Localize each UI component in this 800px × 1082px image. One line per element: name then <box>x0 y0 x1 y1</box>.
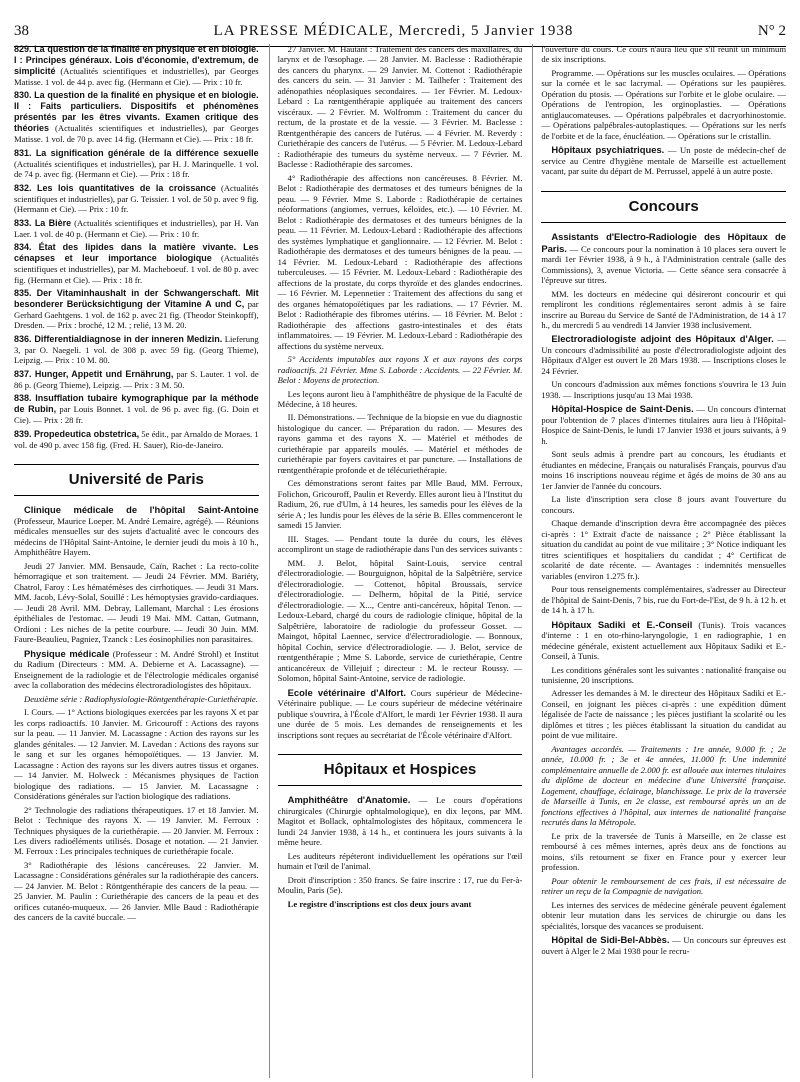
issue-number: N° 2 <box>757 23 786 39</box>
paragraph: Les conditions générales sont les suivantes : nationalité française ou tunisienne, 20 inscriptions. <box>541 664 787 685</box>
book-entry <box>14 369 259 390</box>
notice-saint-denis <box>541 403 786 446</box>
journal-title: LA PRESSE MÉDICALE, Mercredi, 5 Janvier 1938 <box>213 23 574 39</box>
section-title-concours: Concours <box>541 191 786 223</box>
paragraph: Sont seuls admis à prendre part au concours, les étudiants et étudiantes en médecine, Français ou naturalisés Français, pourvus d'au moins 16 inscriptions nouveau régime et âgés de moins de 30 ans au 1er Janvier de l'année du concours. <box>541 449 787 491</box>
paragraph: Adresser les demandes à M. le directeur des Hôpitaux Sadiki et E.-Conseil, en joignant les pièces ci-après : une expédition dûment légalisée de l'acte de naissance ; les pièces justifiant la scolarité ou les diplômes et titres ; les pièces établissant la situation du candidat au point de vue militaire. <box>541 688 787 741</box>
paragraph: II. Démonstrations. — Technique de la biopsie en vue du diagnostic histologique du cancer. — Préparation du radon. — Mesures des rayons gamma et des rayons X. — Matériel et méthodes de curiethérapie par appareils moulés. — Matériel et méthodes de curiethérapie par foyers cavitaires et par puncture. — Installations de rœntgenthérapie profonde et de télécuriethérapie. <box>277 412 523 475</box>
section-title-hopitaux: Hôpitaux et Hospices <box>278 754 523 786</box>
paragraph: l'ouverture du cours. Ce cours n'aura lieu que s'il réunit un minimum de six inscriptions. <box>541 44 787 65</box>
book-detail: par S. Lauter. 1 vol. de 86 p. (Georg Thieme), Leipzig. — Prix : 3 M. 50. <box>14 368 259 390</box>
notice-heading: Physique médicale <box>24 647 110 659</box>
paragraph: Les internes des services de médecine générale peuvent également obtenir leur mutation dans les services de chirurgie ou dans les spécialités, lorsque des vacances se produisent. <box>541 899 787 931</box>
notice-heading: Ecole vétérinaire d'Alfort. <box>287 686 407 698</box>
notice-amphitheatre <box>278 794 523 847</box>
notice-text: — Un poste de médecin-chef de service au Centre d'hygiène mentale de Marseille est actuellement vacant, par suite du départ de M. Perrussel, appelé à un autre poste. <box>541 145 787 177</box>
column-1 <box>14 44 259 1078</box>
paragraph: 5° Accidents imputables aux rayons X et aux rayons des corps radioactifs. 21 Février. Mme S. Laborde : Accidents. — 22 Février. M. Belot : Moyens de protection. <box>277 354 523 386</box>
paragraph: Programme. — Opérations sur les muscles oculaires. — Opérations sur la cornée et le sac lacrymal. — Opérations sur les paupières. Opération du ptosis. — Opérations sur l'orbite et le globe oculaire. — Opérations de l'entropion, les orginoplasties. — Opérations antiglaucomateuses. — Opérations palpébrales et dacryorhinostomie. — Opérations palpébrales-autoplastiques. — Opérations sur les nerfs de l'orbite et de la face, énucléation. — Opérations sur le cristallin. <box>541 67 787 141</box>
column-2 <box>269 44 523 1078</box>
notice-sidi-bel-abbes <box>541 934 786 956</box>
book-entry <box>14 183 259 215</box>
paragraph: Le registre d'inscriptions est clos deux jours avant <box>287 898 472 909</box>
paragraph: Avantages accordés. — Traitements : 1re année, 9.000 fr. ; 2e année, 10.000 fr. ; 3e et 4e années, 11.000 fr. Une indemnité complémentaire annuelle de 2.000 fr. est allouée aux internes titulaires du diplôme de docteur en médecine d'une Université française. Logement, chauffage, éclairage, blanchissage. Le prix de la traversée de Marseille à Tunis, en 2e classe, est remboursé après un an de fonctions effectives à l'hôpital, aux internes de nationalité française recrutés dans la Métropole. <box>541 743 787 828</box>
paragraph: III. Stages. — Pendant toute la durée du cours, les élèves accompliront un stage de radiothérapie dans l'un des services suivants : <box>277 533 523 555</box>
notice-heading: Hôpital de Sidi-Bel-Abbès. <box>551 934 670 946</box>
page-header <box>14 0 786 47</box>
columns <box>14 44 786 1078</box>
book-detail: (Actualités scientifiques et industrielles), par M. Macheboeuf. 1 vol. de 80 p. avec fig. (Hermann et Cie). — Prix : 18 fr. <box>14 253 259 285</box>
notice-heading: Hôpital-Hospice de Saint-Denis. <box>551 403 694 415</box>
book-entry <box>14 242 259 285</box>
notice-text: (Professeur, Maurice Loeper. M. André Lemaire, agrégé). — Réunions médicales mensuelles sur des sujets d'actualité avec le concours des médecins de l'Hôpital Saint-Antoine, le dernier jeudi du mois à 10 h., Amphithéâtre Hayem. <box>14 515 259 558</box>
book-title: 833. La Bière <box>14 217 72 228</box>
notice-text: — Le cours d'opérations chirurgicales (Chirurgie ophtalmologique), en dix leçons, par MM. Magitot et Bollack, ophtalmologistes des hôpitaux, commencera le lundi 24 Janvier 1938, à 14 h., et continuera les jours suivants à la même heure. <box>277 795 523 848</box>
book-entry <box>14 288 259 331</box>
book-detail: Lieferung 3, par O. Naegeli. 1 vol. de 308 p. avec 59 fig. (Georg Thieme), Leipzig. — Prix : 10 M. 80. <box>14 333 259 366</box>
notice-text: — Un concours d'admissibilité au poste d'électroradiologiste adjoint des Hôpitaux d'Alger est ouvert le 28 Mars 1938. — Inscriptions closes le 24 Février. <box>541 334 787 376</box>
book-detail: (Actualités scientifiques et industrielles), par H. J. Marinquelle. 1 vol. de 74 p. avec fig. (Hermann et Cie). — Prix : 18 fr. <box>14 158 259 180</box>
book-entry <box>14 429 259 450</box>
book-title: 838. Insufflation tubaire kymographique par la méthode de Rubin, <box>14 393 259 415</box>
paragraph: Jeudi 27 Janvier. MM. Bensaude, Caïn, Rachet : La recto-colite hémorragique et son traitement. — Jeudi 24 Février. MM. Bariéty, Chatrol, Faroy : Les hématémèses des cirrhotiques. — Jeudi 31 Mars. MM. Jacob, Lévy-Solal, Souillé : Les hémoptysies gravido-cardiaques. — Jeudi 28 Avril. MM. Debray, Lallemant, Marchal : Les érosions épithéliales de l'estomac. — Jeudi 19 Mai. MM. Cattan, Gutmann, Ordioni : Les niches de la petite courbure. — Jeudi 30 Juin. MM. Faure-Beaulieu, Pagniez, Tzanck : Les éosinophilies non parasitaires. <box>14 560 259 645</box>
notice-text: — Un concours d'internat pour l'obtention de 7 places d'internes titulaires aura lieu à l'Hôpital-Hospice de Saint-Denis, le lundi 17 Janvier 1938 et jours suivants, à 9 h. <box>541 404 787 446</box>
book-title: 829. La question de la finalité en physique et en biologie. I : Principes généraux. Lois d'économie, d'extremum, de simplicité <box>14 44 259 76</box>
book-detail: par Louis Bonnet. 1 vol. de 96 p. avec fig. (G. Doin et Cie). — Prix : 28 fr. <box>14 404 259 426</box>
paragraph: Pour tous renseignements complémentaires, s'adresser au Directeur de l'hôpital de Saint-Denis, 7 bis, rue du Fort-de-l'Est, de 9 h. à 12 h. et de 14 h. à 17 h. <box>541 584 787 616</box>
notice-sadiki <box>541 619 786 662</box>
notice-text: — Un concours sur épreuves est ouvert à Alger le 2 Mai 1938 pour le recru- <box>541 935 787 956</box>
notice-heading: Hôpitaux Sadiki et E.-Conseil <box>551 618 693 630</box>
paragraph: Pour obtenir le remboursement de ces frais, il est nécessaire de retirer un reçu de la Compagnie de navigation. <box>541 875 787 897</box>
book-entry <box>14 148 259 180</box>
column-3 <box>532 44 786 1078</box>
notice-clinique <box>14 504 259 557</box>
book-entry <box>14 218 259 239</box>
notice-heading: Hôpitaux psychiatriques. <box>551 144 665 156</box>
book-entry <box>14 334 259 366</box>
notice-psychiatriques <box>541 144 786 176</box>
section-title-universite: Université de Paris <box>14 464 259 496</box>
notice-alfort <box>278 687 523 740</box>
paragraph: Deuxième série : Radiophysiologie-Röntgenthérapie-Curiethérapie. <box>24 693 258 704</box>
paragraph: 2° Technologie des radiations thérapeutiques. 17 et 18 Janvier. M. Belot : Technique des rayons X. — 19 Janvier. M. Ferroux : Techniques physiques de la curiethérapie. — 20 Janvier. M. Ferroux : Les divers radioéléments utilisés. Dosage et notation. — 21 Janvier. M. Ferroux : Les principales techniques de curiethérapie focale. <box>14 804 259 857</box>
book-detail: (Actualités scientifiques et industrielles), par G. Teissier. 1 vol. de 50 p. avec 9 fig. (Hermann et Cie). — Prix : 10 fr. <box>14 182 259 215</box>
notice-text: — Ce concours pour la nomination à 10 places sera ouvert le mardi 1er Février 1938, à 9 h., à l'Administration centrale (salle des Commissions), 3, avenue Victoria. — Cette séance sera consacrée à l'épreuve sur titres. <box>541 243 787 286</box>
paragraph: 27 Janvier. M. Hautant : Traitement des cancers des maxillaires, du larynx et de l'œsophage. — 28 Janvier. M. Baclesse : Radiothérapie des cancers du pharynx. — 29 Janvier. M. Cottenot : Radiothérapie des cancers du sein. — 31 Janvier : M. Tailhefer : Traitement des adénopathies néoplasiques secondaires. — 1er Février. M. Ledoux-Lebard : La rœntgenthérapie appliquée au traitement des cancers viscéraux. — 2 Février. M. Wolfromm : Traitement du cancer du rectum, de la prostate et de la vessie. — 3 Février. M. Baclesse : Rœntgenthérapie des cancers de l'utérus. — 4 Février. M. Reverdy : Curiethérapie des cancers de l'utérus. — 5 Février. M. Ledoux-Lebard : Radiothérapie des tumeurs du système nerveux. — 7 Février. M. Baclesse : Radiothérapie des sarcomes. <box>277 44 523 170</box>
book-title: 830. La question de la finalité en physique et en biologie. II : Faits particuliers. Dispositifs et phénomènes présentés par les êtres vivants. Examen critique des théories <box>14 90 259 134</box>
book-title: 832. Les lois quantitatives de la croissance <box>14 182 216 193</box>
notice-text: (Tunis). Trois vacances d'interne : 1 en oto-rhino-laryngologie, 1 en radiographie, 1 en médecine générale, existent actuellement aux Hôpitaux Sadiki et E.-Conseil, à Tunis. <box>541 619 787 662</box>
notice-alger <box>541 333 786 376</box>
book-detail: 5e édit., par Arnaldo de Moraes. 1 vol. de 490 p. avec 158 fig. (Fred. H. Sauer), Rio-de-Janeiro. <box>14 428 259 450</box>
paragraph: Chaque demande d'inscription devra être accompagnée des pièces ci-après : 1° Extrait d'acte de naissance ; 2° Pièce établissant la situation du candidat au point de vue militaire ; 3° Notice indiquant les titres scientifiques et hospitaliers du candidat ; 4° Certificat de scolarité de date récente. — Avantages : indemnités mensuelles variables (environ 1.275 fr.). <box>541 518 787 581</box>
book-detail: (Actualités scientifiques et industrielles), par H. Van Laer. 1 vol. de 40 p. (Hermann et Cie). — Prix : 10 fr. <box>14 217 259 239</box>
paragraph: Le prix de la traversée de Tunis à Marseille, en 2e classe est remboursé à ces mêmes internes, après deux ans de fonctions au moins, s'ils retournent se fixer en France pour y exercer leur profession. <box>541 830 787 873</box>
paragraph: Un concours d'admission aux mêmes fonctions s'ouvrira le 13 Juin 1938. — Inscriptions jusqu'au 13 Mai 1938. <box>541 379 787 400</box>
notice-text: (Professeur : M. André Strohl) et Institut du Radium (Directeurs : MM. A. Debierne et A. Lacassagne). — Enseignement de la radiologie et de l'électrologie médicales organisé avec la collaboration des médecins électroradiologistes des hôpitaux. <box>14 648 259 691</box>
page-number: 38 <box>14 23 29 39</box>
paragraph: Les leçons auront lieu à l'amphithéâtre de physique de la Faculté de Médecine, à 18 heures. <box>277 388 523 409</box>
notice-physique <box>14 648 259 691</box>
notice-heading: Electroradiologiste adjoint des Hôpitaux d'Alger. <box>551 333 774 345</box>
book-title: 839. Propedeutica obstetrica, <box>14 428 140 439</box>
book-detail: par Gerhard Gaehtgens. 1 vol. de 162 p. avec 21 fig. (Theodor Steinkopff), Dresden. — Prix : broché, 12 M. ; relié, 13 M. 20. <box>14 298 259 331</box>
book-title: 836. Differentialdiagnose in der inneren Medizin. <box>14 333 223 344</box>
paragraph: MM. J. Belot, hôpital Saint-Louis, service central d'électroradiologie. — Bourguignon, hôpital de la Salpêtrière, service d'électroradiologie. — Cottenot, hôpital Broussais, service d'électroradiologie. — Delherm, hôpital de la Pitié, service d'électroradiologie. — X..., Centre anti-cancéreux, hôpital Tenon. — Ledoux-Lebard, chargé du cours de radiologie clinique, hôpital de la Salpêtrière, laboratoire de radiologie du professeur Gosset. — Maingot, hôpital Laennec, service d'électroradiologie. — Bonnoux, hôpital Cochin, service d'électroradiologie. — J. Belot, service de rœntgenthérapie ; Mme S. Laborde, service de curiethérapie, Centre anticancéreux de Villejuif ; directeur : M. le recteur Roussy. — Solomon, hôpital Saint-Antoine, service de radiologie. <box>277 557 523 684</box>
notice-heading: Amphithéâtre d'Anatomie. <box>287 794 411 806</box>
book-entry <box>14 90 259 144</box>
notice-assistants <box>541 231 786 285</box>
paragraph: Les auditeurs répéteront individuellement les opérations sur l'œil humain et l'œil de l'animal. <box>277 850 523 872</box>
notice-heading: Assistants d'Electro-Radiologie des Hôpitaux de Paris. <box>541 231 787 254</box>
book-list <box>14 44 259 450</box>
book-title: 837. Hunger, Appetit und Ernährung, <box>14 368 174 379</box>
paragraph: I. Cours. — 1° Actions biologiques exercées par les rayons X et par les corps radioactifs. 10 Janvier. M. Gricouroff : Actions des rayons sur la peau. — 11 Janvier. M. Lacassagne : Action des rayons sur les glandes génitales. — 12 Janvier. M. Lavedan : Actions des rayons sur le sang et sur les organes hémopoïétiques. — 13 Janvier. M. Lacassagne : Action des rayons sur les divers autres tissus et organes. — 14 Janvier. M. Holweck : Mécanismes physiques de l'action biologique des radiations. — 15 Janvier. M. Lacassagne : Considérations générales sur l'action biologique des radiations. <box>14 707 259 802</box>
paragraph: 4° Radiothérapie des affections non cancéreuses. 8 Février. M. Belot : Radiothérapie des dermatoses et des tumeurs bénignes de la peau. — 9 Février. Mme S. Laborde : Radiothérapie de certaines néoformations (angiomes, verrues, kéloïdes, etc.). — 10 Février. M. Belot : Radiothérapie des dermatoses et des tumeurs bénignes de la peau. — 11 Février. M. Ledoux-Lebard : Radiothérapie des affections des systèmes lymphatique et ganglionnaire. — 12 Février. M. Belot : Radiothérapie des dermatoses et des tumeurs bénignes de la peau. — 14 Février. M. Ledoux-Lebard : Radiothérapie des affections tuberculeuses. — 15 Février. M. Ledoux-Lebard : Radiothérapie des affections de la prostate, du corps thyroïde et des glandes endocrines. — 16 Février. M. Lepennetier : Traitement des affections du sang et des organes hématopoïétiques par les radiations. — 17 Février. M. Belot : Radiothérapie des fibromes utérins. — 18 Février. M. Belot : Radiothérapie des affections gastro-intestinales et des états inflammatoires. — 19 Février. M. Ledoux-Lebard : Radiothérapie des affections du système nerveux. <box>277 172 523 351</box>
paragraph: Ces démonstrations seront faites par Mlle Baud, MM. Ferroux, Folichon, Gricouroff, Paulin et Reverdy. Elles auront lieu à l'Institut du Radium, 26, rue d'Ulm, à 14 heures, les samedis pour les élèves de la série A ; les lundis pour les élèves de la série B. Elles commenceront le samedi 15 Janvier. <box>277 478 523 531</box>
book-title: 831. La signification générale de la différence sexuelle <box>14 147 259 158</box>
book-title: 834. État des lipides dans la matière vivante. Les cénapses et leur importance biologique <box>14 242 259 264</box>
paragraph: Droit d'inscription : 350 francs. Se faire inscrire : 17, rue du Fer-à-Moulin, Paris (5e). <box>277 874 523 896</box>
book-detail: (Actualités scientifiques et industrielles), par Georges Matisse. 1 vol. de 44 p. avec fig. (Hermann et Cie). — Prix : 10 fr. <box>14 65 259 87</box>
paragraph: La liste d'inscription sera close 8 jours avant l'ouverture du concours. <box>541 494 787 515</box>
paragraph: MM. les docteurs en médecine qui désireront concourir et qui rempliront les conditions réglementaires seront admis à se faire inscrire au Bureau du Service de Santé de l'Administration, de 14 à 17 h., du mercredi 5 au vendredi 14 Janvier 1938 inclusivement. <box>541 288 787 330</box>
book-title: 835. Der Vitaminhaushalt in der Schwangerschaft. Mit besonderer Berücksichtigung der Vitamine A und C, <box>14 287 259 309</box>
book-detail: (Actualités scientifiques et industrielles), par Georges Matisse. 1 vol. de 70 p. avec 14 fig. (Hermann et Cie). — Prix : 18 fr. <box>14 123 259 145</box>
notice-heading: Clinique médicale de l'hôpital Saint-Antoine <box>24 504 259 516</box>
notice-text: Cours supérieur de Médecine-Vétérinaire publique. — Le cours supérieur de médecine vétérinaire publique s'ouvrira, à l'École d'Alfort, le mardi 1er Février 1938. Il aura une durée de 5 mois. Les demandes de renseignements et les inscriptions sont reçues au secrétariat de l'École vétérinaire d'Alfort. <box>277 687 523 740</box>
book-entry <box>14 393 259 425</box>
paragraph: 3° Radiothérapie des lésions cancéreuses. 22 Janvier. M. Lacassagne : Considérations générales sur la radiothérapie des cancers. — 24 Janvier. M. Belot : Röntgenthérapie des cancers de la peau. — 25 Janvier. M. Paulin : Curiethérapie des cancers de la peau et des orifices cutanéo-muqueux. — 26 Janvier. Mlle Baud : Radiothérapie des cancers de la cavité buccale. — <box>14 859 259 923</box>
book-entry <box>14 44 259 87</box>
